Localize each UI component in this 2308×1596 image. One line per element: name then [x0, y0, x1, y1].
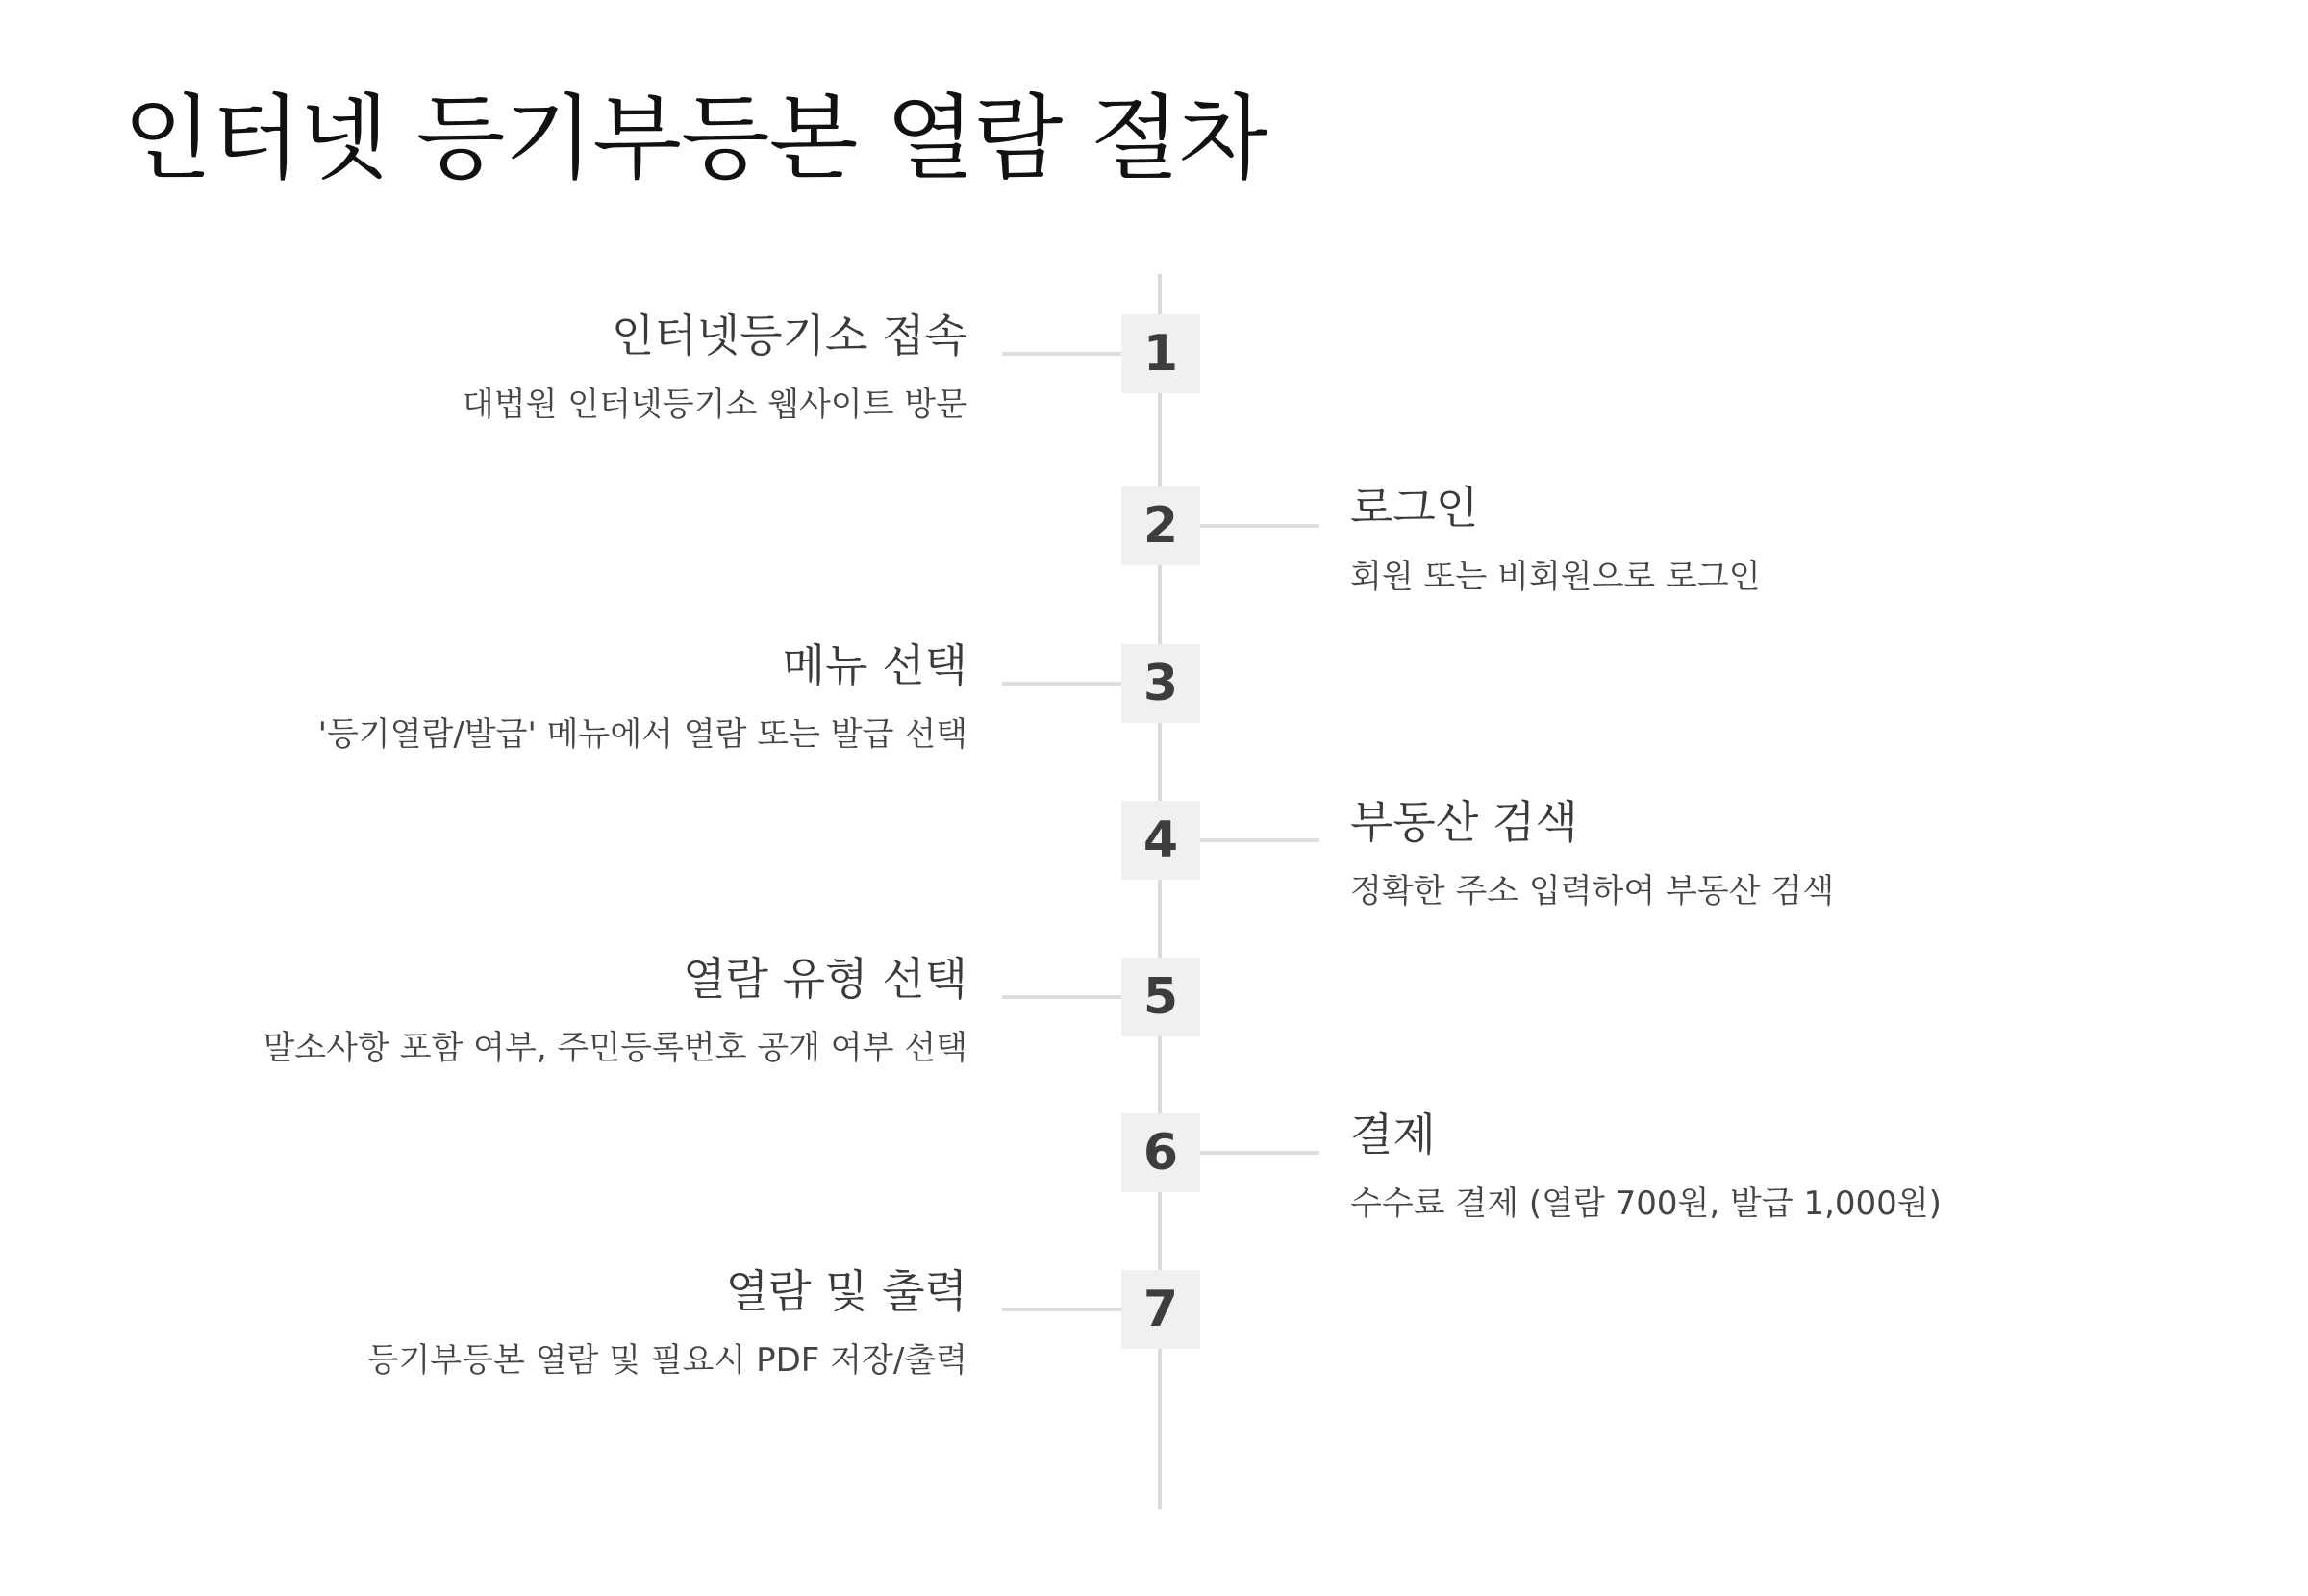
- step-5: [0, 953, 2308, 1068]
- step-description: '등기열람/발급' 메뉴에서 열람 또는 발급 선택: [317, 715, 967, 755]
- step-text: [237, 639, 967, 755]
- step-description: 정확한 주소 입력하여 부동산 검색: [1350, 872, 1835, 911]
- step-title: 인터넷등기소 접속: [611, 310, 967, 362]
- step-description: 회원 또는 비회원으로 로그인: [1350, 558, 1761, 597]
- step-description: 말소사항 포함 여부, 주민등록번호 공개 여부 선택: [263, 1029, 967, 1068]
- step-connector: [1002, 682, 1121, 686]
- step-number-badge: 4: [1121, 801, 1200, 880]
- step-7: [0, 1265, 2308, 1381]
- step-text: [1350, 1109, 2081, 1224]
- step-connector: [1200, 524, 1319, 528]
- step-1: [0, 310, 2308, 425]
- step-text: [1350, 796, 2081, 911]
- step-text: [237, 1265, 967, 1381]
- step-6: [0, 1109, 2308, 1224]
- step-title: 결제: [1350, 1109, 1436, 1160]
- step-number-badge: 2: [1121, 486, 1200, 565]
- step-2: [0, 482, 2308, 597]
- step-number-badge: 5: [1121, 958, 1200, 1036]
- page-title: 인터넷 등기부등본 열람 절차: [123, 85, 1267, 192]
- step-title: 부동산 검색: [1350, 796, 1578, 848]
- step-text: [1350, 482, 2081, 597]
- step-title: 로그인: [1350, 482, 1479, 534]
- step-connector: [1200, 838, 1319, 842]
- step-3: [0, 639, 2308, 755]
- step-connector: [1002, 995, 1121, 999]
- step-number-badge: 7: [1121, 1270, 1200, 1349]
- step-description: 대법원 인터넷등기소 웹사이트 방문: [462, 386, 967, 425]
- step-connector: [1200, 1151, 1319, 1155]
- step-text: [237, 310, 967, 425]
- step-connector: [1002, 352, 1121, 356]
- step-title: 열람 유형 선택: [683, 953, 967, 1005]
- step-number-badge: 1: [1121, 314, 1200, 393]
- step-title: 메뉴 선택: [782, 639, 967, 691]
- step-number-badge: 3: [1121, 644, 1200, 723]
- step-4: [0, 796, 2308, 911]
- step-text: [237, 953, 967, 1068]
- step-title: 열람 및 출력: [725, 1265, 967, 1317]
- step-description: 등기부등본 열람 및 필요시 PDF 저장/출력: [366, 1341, 967, 1381]
- step-description: 수수료 결제 (열람 700원, 발급 1,000원): [1350, 1185, 1942, 1224]
- step-connector: [1002, 1308, 1121, 1311]
- step-number-badge: 6: [1121, 1113, 1200, 1192]
